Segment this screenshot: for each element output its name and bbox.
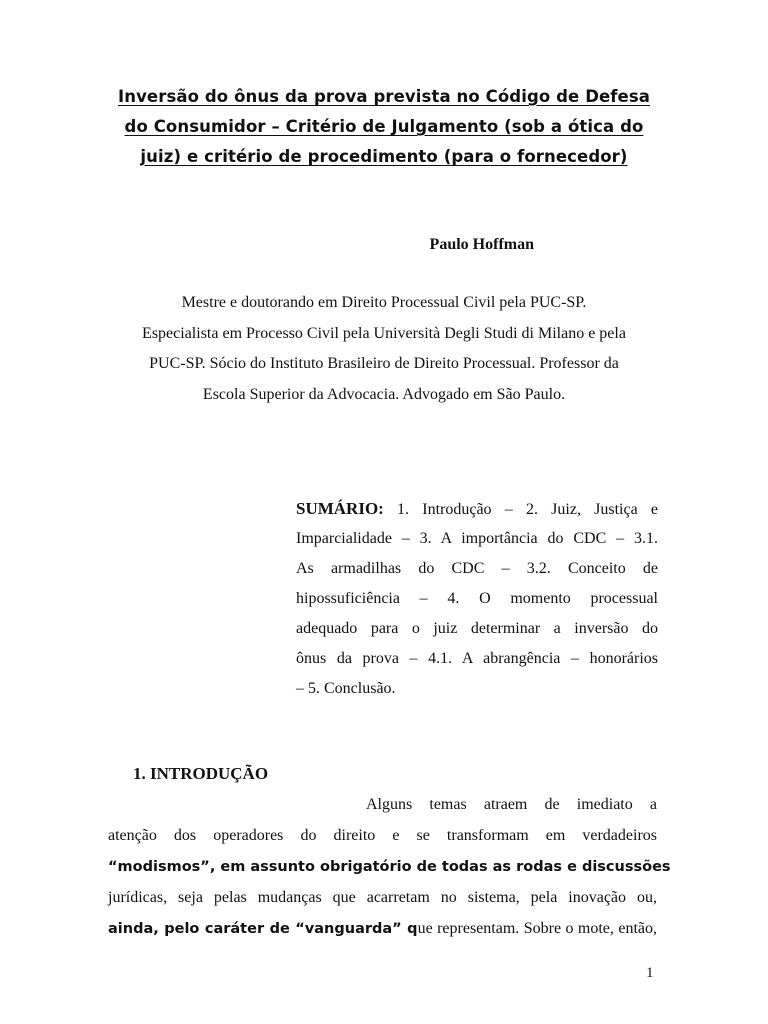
paragraph-line: Alguns temas atraem de imediato a — [366, 796, 657, 813]
bold-phrase: em assunto obrigatório de todas as rodas e discussões — [220, 859, 671, 875]
bold-phrase: “modismos” — [108, 859, 210, 875]
title-line: do Consumidor – Critério de Julgamento (sob a ótica do — [124, 117, 644, 136]
paragraph-text: ue representam. Sobre o mote, então, — [417, 920, 657, 937]
bold-phrase: , — [209, 859, 221, 875]
summary-line: ônus da prova – 4.1. A abrangência – honorários — [296, 650, 658, 667]
summary-line — [296, 494, 658, 524]
bold-phrase: ainda, pelo caráter de “vanguarda” q — [108, 921, 418, 937]
summary-line: As armadilhas do CDC – 3.2. Conceito de — [296, 560, 658, 577]
summary-line: Imparcialidade – 3. A importância do CDC – 3.1. — [296, 530, 658, 547]
bio-line: PUC-SP. Sócio do Instituto Brasileiro de Direito Processual. Professor da — [149, 355, 619, 372]
paragraph-line — [108, 851, 671, 882]
title-line: Inversão do ônus da prova prevista no Código de Defesa — [117, 87, 651, 106]
summary-line: – 5. Conclusão. — [296, 680, 396, 697]
summary-line: adequado para o juiz determinar a inversão do — [296, 620, 658, 637]
summary-text: 1. Introdução – 2. Juiz, Justiça e — [383, 501, 658, 518]
title-line: juiz) e critério de procedimento (para o fornecedor) — [140, 147, 628, 166]
summary-block — [296, 494, 658, 704]
paragraph-line: atenção dos operadores do direito e se transformam em verdadeiros — [108, 827, 657, 844]
section-paragraph — [108, 789, 671, 944]
bio-line: Escola Superior da Advocacia. Advogado em São Paulo. — [202, 385, 566, 403]
summary-label: SUMÁRIO: — [296, 499, 384, 518]
paragraph-line: jurídicas, seja pelas mudanças que acarretam no sistema, pela inovação ou, — [108, 889, 657, 906]
author-name: Paulo Hoffman — [429, 236, 534, 253]
author-bio — [100, 288, 668, 410]
section-heading: 1. INTRODUÇÃO — [133, 764, 269, 783]
page-number: 1 — [646, 965, 654, 981]
bio-line: Especialista em Processo Civil pela Università Degli Studi di Milano e pela — [142, 324, 626, 342]
document-title — [105, 82, 663, 172]
bio-line: Mestre e doutorando em Direito Processual Civil pela PUC-SP. — [181, 294, 587, 311]
summary-line: hipossuficiência – 4. O momento processual — [296, 590, 658, 607]
paragraph-line — [108, 913, 657, 944]
